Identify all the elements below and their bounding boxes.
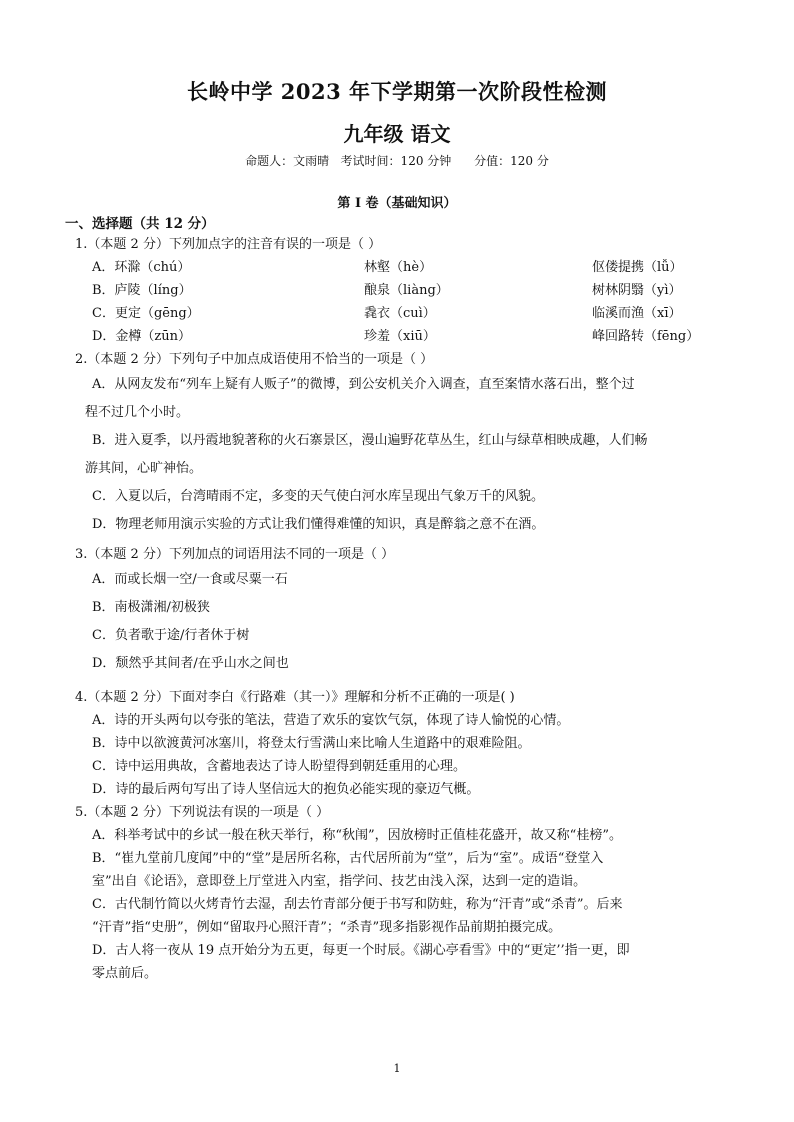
option-d: D．颓然乎其间者/在乎山水之间也 xyxy=(92,656,289,671)
option-cell: 树林阴翳（yì） xyxy=(592,283,682,298)
option-c: C．诗中运用典故，含蓄地表达了诗人盼望得到朝廷重用的心理。 xyxy=(92,759,466,774)
option-c-cont: “汗青”指“史册”，例如“留取丹心照汗青”；“杀青”现多指影视作品前期拍摄完成。 xyxy=(92,920,562,935)
option-b: B．南极潇湘/初极狭 xyxy=(92,600,210,615)
question-stem: 1.（本题 2 分）下列加点字的注音有误的一项是（ ） xyxy=(75,237,382,252)
option-cell: A．环滁（chú） xyxy=(92,260,191,275)
option-grid xyxy=(75,256,725,348)
exam-title: 长岭中学 2023 年下学期第一次阶段性检测 xyxy=(186,79,608,104)
option-cell: D．金樽（zūn） xyxy=(92,329,192,344)
option-a: A．诗的开头两句以夸张的笔法，营造了欢乐的宴饮气氛，体现了诗人愉悦的心情。 xyxy=(92,713,570,728)
question-stem: 3.（本题 2 分）下列加点的词语用法不同的一项是（ ） xyxy=(75,547,395,562)
option-c: C．负者歌于途/行者休于树 xyxy=(92,628,250,643)
option-b-cont: 室”出自《论语》，意即登上厅堂进入内室，指学问、技艺由浅入深，达到一定的造诣。 xyxy=(92,874,587,889)
option-a: A．从网友发布“列车上疑有人贩子”的微博，到公安机关介入调查，直至案情水落石出，整个过 xyxy=(92,377,635,392)
option-cell: 伛偻提携（lǚ） xyxy=(592,260,683,275)
option-b: B．诗中以欲渡黄河冰塞川，将登太行雪满山来比喻人生道路中的艰难险阻。 xyxy=(92,736,531,751)
section-heading: 一、选择题（共 12 分） xyxy=(65,216,215,232)
option-cell: 酿泉（liàng） xyxy=(364,283,449,298)
exam-meta: 命题人：文雨晴 考试时间：120 分钟 分值：120 分 xyxy=(245,154,549,168)
question-4 xyxy=(75,686,725,801)
option-b-cont: 游其间，心旷神怡。 xyxy=(85,461,203,476)
option-cell: 毳衣（cuì） xyxy=(364,306,436,321)
option-d-cont: 零点前后。 xyxy=(92,966,158,981)
option-b: B．进入夏季，以丹霞地貌著称的火石寨景区，漫山遍野花草丛生，红山与绿草相映成趣，人们畅 xyxy=(92,433,648,448)
option-cell: 林壑（hè） xyxy=(364,260,433,275)
option-d: D．物理老师用演示实验的方式让我们懂得难懂的知识，真是醉翁之意不在酒。 xyxy=(92,517,545,532)
question-3 xyxy=(75,543,725,678)
questions xyxy=(75,233,725,985)
question-1 xyxy=(75,233,725,348)
option-cell: C．更定（gēng） xyxy=(92,306,200,321)
question-stem: 5.（本题 2 分）下列说法有误的一项是（ ） xyxy=(75,805,330,820)
option-a-cont: 程不过几个小时。 xyxy=(85,405,190,420)
option-c: C．入夏以后，台湾晴雨不定，多变的天气使白河水库呈现出气象万千的风貌。 xyxy=(92,489,544,504)
option-cell: B．庐陵（líng） xyxy=(92,283,192,298)
volume-heading: 第 I 卷（基础知识） xyxy=(337,196,457,211)
option-d: D．诗的最后两句写出了诗人坚信远大的抱负必能实现的豪迈气概。 xyxy=(92,782,480,797)
exam-subtitle: 九年级 语文 xyxy=(343,122,451,146)
option-a: A．而或长烟一空/一食或尽粟一石 xyxy=(92,572,288,587)
page-number: 1 xyxy=(393,1062,401,1075)
question-2 xyxy=(75,348,725,539)
question-stem: 2.（本题 2 分）下列句子中加点成语使用不恰当的一项是（ ） xyxy=(75,352,434,367)
option-cell: 峰回路转（fēng） xyxy=(592,329,700,344)
option-c: C．古代制竹简以火烤青竹去湿，刮去竹青部分便于书写和防蛀，称为“汗青”或“杀青”。后来 xyxy=(92,897,623,912)
question-stem: 4.（本题 2 分）下面对李白《行路难（其一）》理解和分析不正确的一项是( ) xyxy=(75,690,515,705)
option-a: A．科举考试中的乡试一般在秋天举行，称“秋闱”，因放榜时正值桂花盛开，故又称“桂榜”。 xyxy=(92,828,622,843)
question-5 xyxy=(75,801,725,985)
option-cell: 珍羞（xiū） xyxy=(364,329,436,344)
option-d: D．古人将一夜从 19 点开始分为五更，每更一个时辰。《湖心亭看雪》中的“更定’’指一更，即 xyxy=(92,943,630,958)
option-cell: 临溪而渔（xī） xyxy=(592,306,682,321)
option-b: B．“崔九堂前几度闻”中的“堂”是居所名称，古代居所前为“堂”，后为“室”。成语“登堂入 xyxy=(92,851,604,866)
